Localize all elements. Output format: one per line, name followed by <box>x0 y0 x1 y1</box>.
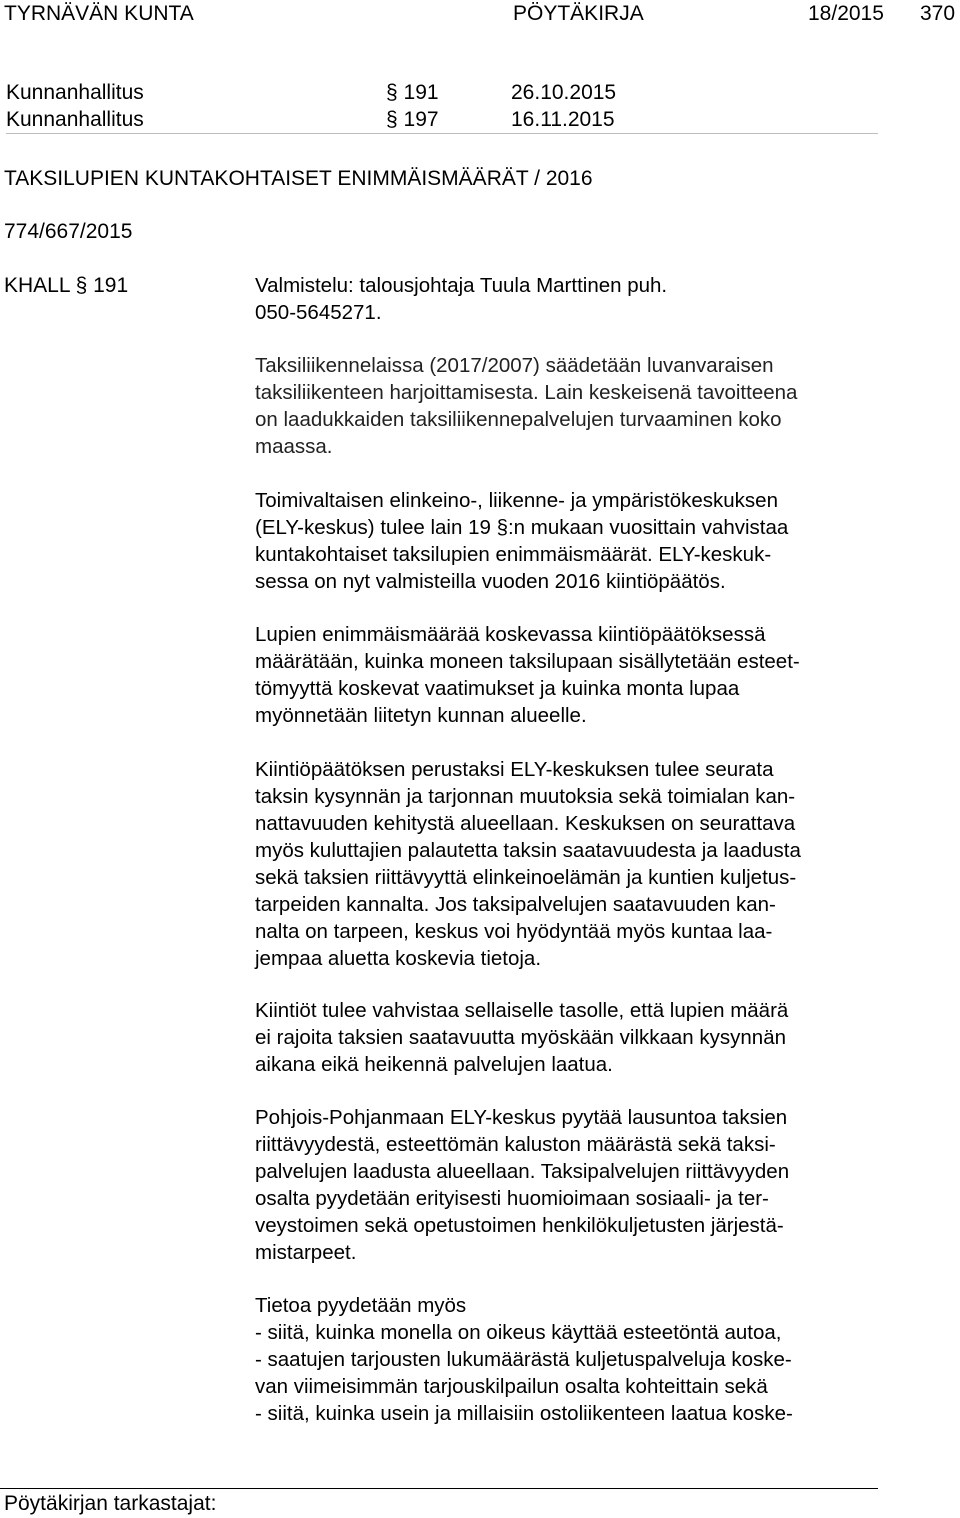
paragraph-text: Toimivaltaisen elinkeino-, liikenne- ja ympäristökeskuksen (ELY-keskus) tulee lain 19 §:n mukaan vuosittain vahvistaa kuntakohtaiset taksilupien enimmäismäärät. ELY-keskuk- sessa on nyt valmisteilla vuoden 2016 kiintiöpäätös. <box>255 489 789 593</box>
body-paragraph-4 <box>255 756 895 972</box>
paragraph-text: Valmistelu: talousjohtaja Tuula Marttinen puh. 050-5645271. <box>255 274 668 324</box>
history-section: § 197 <box>386 108 439 131</box>
body-paragraph-5 <box>255 997 895 1078</box>
history-org: Kunnanhallitus <box>6 81 144 104</box>
document-type: PÖYTÄKIRJA <box>513 2 644 25</box>
minutes-checkers-label: Pöytäkirjan tarkastajat: <box>4 1492 217 1515</box>
paragraph-text: Tietoa pyydetään myös - siitä, kuinka monella on oikeus käyttää esteetöntä autoa, - saatujen tarjousten lukumäärästä kuljetuspalveluja koske- van viimeisimmän tarjouskilpailun osalta kohteittain sekä - siitä, kuinka usein ja millaisiin ostoliikenteen laatua koske- <box>255 1294 793 1425</box>
document-number: 18/2015 <box>808 2 884 25</box>
matter-title: TAKSILUPIEN KUNTAKOHTAISET ENIMMÄISMÄÄRÄT / 2016 <box>4 167 593 190</box>
history-section: § 191 <box>386 81 439 104</box>
section-label: KHALL § 191 <box>4 274 129 297</box>
footer-divider <box>0 1488 878 1489</box>
history-date: 16.11.2015 <box>511 108 615 131</box>
page-number: 370 <box>920 2 956 25</box>
body-paragraph-3 <box>255 621 895 729</box>
preparer-paragraph <box>255 272 895 326</box>
paragraph-text: Pohjois-Pohjanmaan ELY-keskus pyytää lausuntoa taksien riittävyydestä, esteettömän kaluston määrästä sekä taksi- palvelujen laadusta alueellaan. Taksipalvelujen riittävyyden osalta pyydetään erityisesti huomioimaan sosiaali- ja ter- veystoimen sekä opetustoimen henkilökuljetusten järjestä- mistarpeet. <box>255 1106 790 1264</box>
record-number: 774/667/2015 <box>4 220 133 243</box>
body-paragraph-6 <box>255 1104 895 1266</box>
paragraph-text: Lupien enimmäismäärää koskevassa kiintiöpäätöksessä määrätään, kuinka moneen taksilupaan sisällytetään esteet- tömyyttä koskevat vaatimukset ja kuinka monta lupaa myönnetään liitetyn kunnan alueelle. <box>255 623 800 727</box>
body-paragraph-7 <box>255 1292 895 1427</box>
history-divider <box>6 133 878 134</box>
body-paragraph-1 <box>255 352 895 460</box>
history-org: Kunnanhallitus <box>6 108 144 131</box>
paragraph-text: Taksiliikennelaissa (2017/2007) säädetään luvanvaraisen taksiliikenteen harjoittamisesta. Lain keskeisenä tavoitteena on laadukkaiden taksiliikennepalvelujen turvaaminen koko maassa. <box>255 354 798 458</box>
body-paragraph-2 <box>255 487 895 595</box>
municipality-name: TYRNÄVÄN KUNTA <box>4 2 194 25</box>
history-date: 26.10.2015 <box>511 81 617 104</box>
paragraph-text: Kiintiöpäätöksen perustaksi ELY-keskuksen tulee seurata taksin kysynnän ja tarjonnan muutoksia sekä toimialan kan- nattavuuden kehitystä alueellaan. Keskuksen on seurattava myös kuluttajien palautetta taksin saatavuudesta ja laadusta sekä taksien riittävyyttä elinkeinoelämän ja kuntien kuljetus- tarpeiden kannalta. Jos taksipalvelujen saatavuuden kan- nalta on tarpeen, keskus voi hyödyntää myös kuntaa laa- jempaa aluetta koskevia tietoja. <box>255 758 801 970</box>
paragraph-text: Kiintiöt tulee vahvistaa sellaiselle tasolle, että lupien määrä ei rajoita taksien saatavuutta myöskään vilkkaan kysynnän aikana eikä heikennä palvelujen laatua. <box>255 999 789 1076</box>
